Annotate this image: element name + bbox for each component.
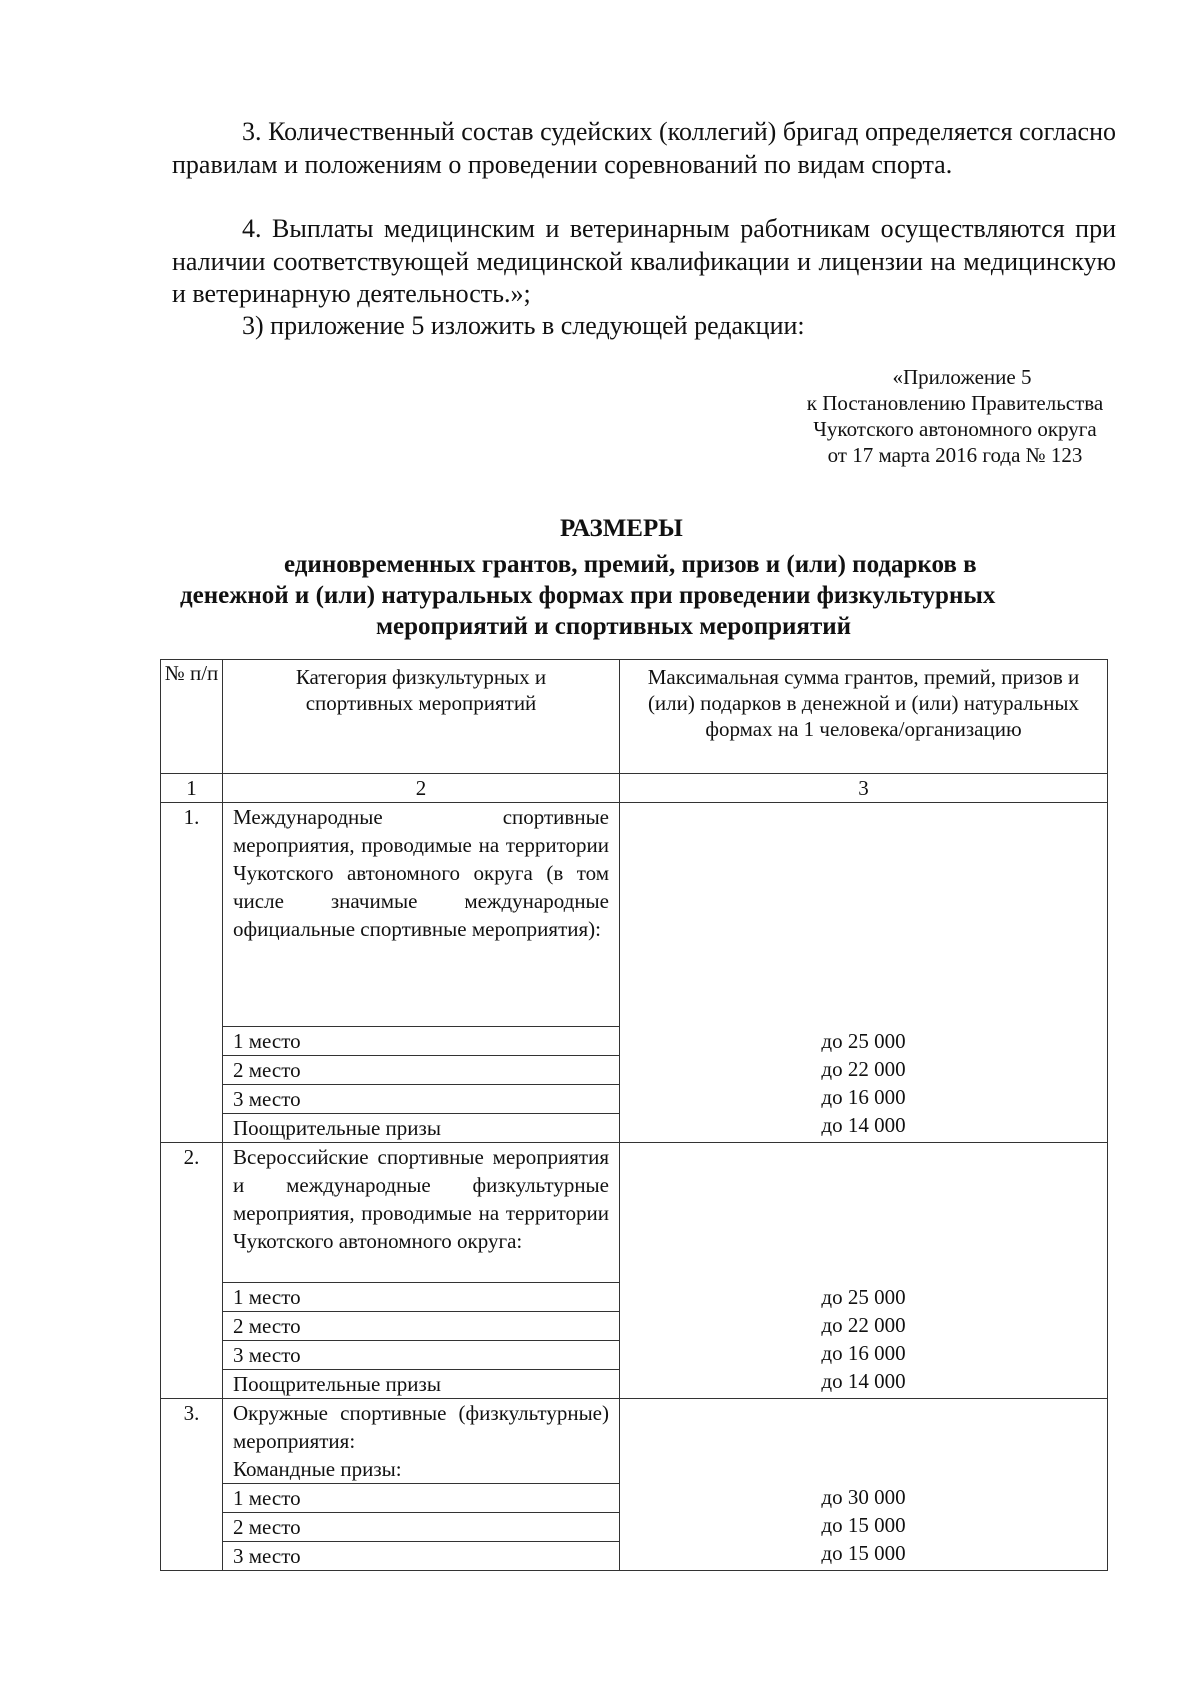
amount-value: до 25 000 (821, 1029, 906, 1053)
header-number: № п/п (161, 660, 223, 774)
amount-value: до 25 000 (821, 1285, 906, 1309)
paragraph-3: 3. Количественный состав судейских (коллегий) бригад определяется согласно правилам и положениям о проведении соревнований по видам спорта. (172, 117, 1116, 179)
section-2-number: 2. (161, 1143, 223, 1399)
section-1-number: 1. (161, 803, 223, 1143)
section-3-category: Окружные спортивные (физкультурные) мероприятия: (233, 1401, 609, 1453)
appendix-reference (720, 364, 1190, 468)
heading-line-2: денежной и (или) натуральных формах при проведении физкультурных (180, 582, 996, 609)
table-row (161, 1399, 1108, 1484)
appendix-line-1: «Приложение 5 (892, 365, 1032, 389)
heading-title: РАЗМЕРЫ (560, 515, 683, 542)
amount-value: до 15 000 (821, 1513, 906, 1537)
appendix-line-3: Чукотского автономного округа (813, 417, 1097, 441)
table-row (161, 1143, 1108, 1283)
section-3-subcategory: Командные призы: (233, 1457, 402, 1481)
section-2-category: Всероссийские спортивные мероприятия и международные физкультурные мероприятия, проводимые на территории Чукотского автономного округа: (223, 1143, 620, 1283)
place-label: 1 место (223, 1283, 620, 1312)
appendix-line-2: к Постановлению Правительства (806, 391, 1104, 415)
table-header-row (161, 660, 1108, 774)
numbering-col-1: 1 (161, 774, 223, 803)
place-label: 2 место (223, 1056, 620, 1085)
numbering-col-3: 3 (620, 774, 1108, 803)
paragraph-4: 4. Выплаты медицинским и ветеринарным работникам осуществляются при наличии соответствующей медицинской квалификации и лицензии на медицинскую и ветеринарную деятельность.»; (172, 214, 1116, 308)
place-label: Поощрительные призы (223, 1114, 620, 1143)
paragraph-appendix-intro: 3) приложение 5 изложить в следующей редакции: (242, 311, 805, 340)
section-2-amounts (620, 1143, 1108, 1399)
place-label: 1 место (223, 1027, 620, 1056)
place-label: 3 место (223, 1542, 620, 1571)
place-label: 3 место (223, 1341, 620, 1370)
amount-value: до 22 000 (821, 1057, 906, 1081)
heading-line-3: мероприятий и спортивных мероприятий (376, 613, 852, 640)
amount-value: до 16 000 (821, 1341, 906, 1365)
header-category: Категория физкультурных и спортивных мероприятий (223, 660, 620, 774)
place-label: 1 место (223, 1484, 620, 1513)
amount-value: до 16 000 (821, 1085, 906, 1109)
table-numbering-row (161, 774, 1108, 803)
amount-value: до 22 000 (821, 1313, 906, 1337)
amount-value: до 14 000 (821, 1369, 906, 1393)
place-label: 3 место (223, 1085, 620, 1114)
amount-value: до 30 000 (821, 1485, 906, 1509)
amount-value: до 15 000 (821, 1541, 906, 1565)
numbering-col-2: 2 (223, 774, 620, 803)
heading-line-1: единовременных грантов, премий, призов и (или) подарков в (284, 551, 977, 578)
section-3-category-cell (223, 1399, 620, 1484)
section-1-amounts (620, 803, 1108, 1143)
place-label: 2 место (223, 1312, 620, 1341)
grants-table (160, 659, 1108, 1571)
section-1-category: Международные спортивные мероприятия, проводимые на территории Чукотского автономного округа (в том числе значимые международные официальные спортивные мероприятия): (223, 803, 620, 1027)
place-label: 2 место (223, 1513, 620, 1542)
header-amount: Максимальная сумма грантов, премий, призов и (или) подарков в денежной и (или) натуральных формах на 1 человека/организацию (620, 660, 1108, 774)
section-3-number: 3. (161, 1399, 223, 1571)
place-label: Поощрительные призы (223, 1370, 620, 1399)
section-3-amounts (620, 1399, 1108, 1571)
table-row (161, 803, 1108, 1027)
appendix-line-4: от 17 марта 2016 года № 123 (827, 443, 1083, 467)
amount-value: до 14 000 (821, 1113, 906, 1137)
